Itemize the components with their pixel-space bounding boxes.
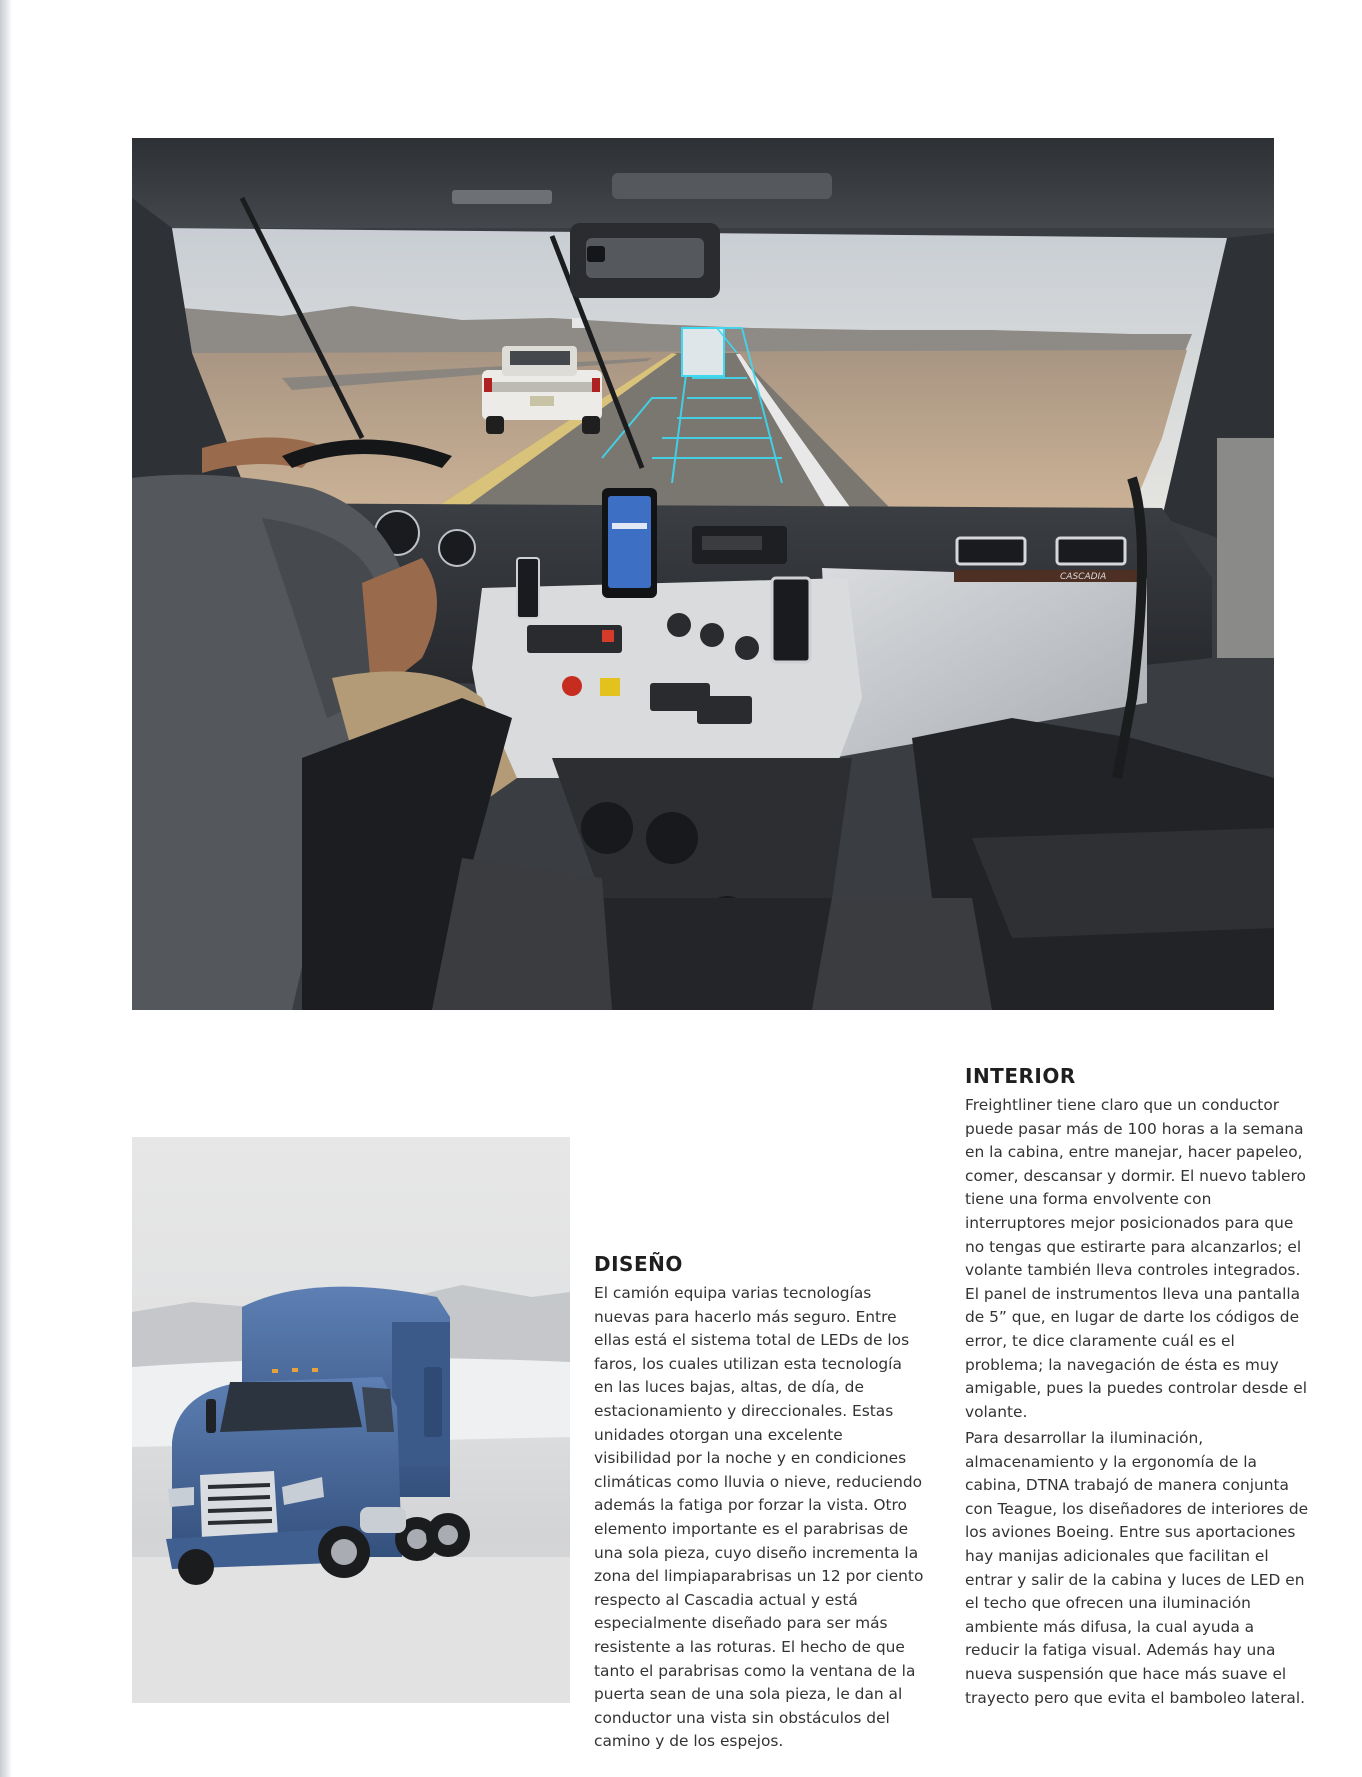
truck-exterior-illustration — [132, 1137, 570, 1703]
cabin-interior-photo — [132, 138, 1274, 1010]
page-edge-strip — [0, 0, 12, 1777]
truck-exterior-photo — [132, 1137, 570, 1703]
cabin-interior-illustration — [132, 138, 1274, 1010]
dashboard-badge: CASCADIA — [1060, 572, 1107, 582]
interior-paragraph-1: Freightliner tiene claro que un conductor puede pasar más de 100 horas a la semana en la cabina, entre manejar, hacer papeleo, comer, descansar y dormir. El nuevo tablero tiene una forma envolvente con interruptores mejor posicionados para que no tengas que estirarte para alcanzarlos; el volante también lleva controles integrados. El panel de instrumentos lleva una pantalla de 5” que, en lugar de darte los códigos de error, te dice claramente cuál es el problema; la navegación de ésta es muy amigable, pues la puedes controlar desde el volante. — [965, 1096, 1307, 1421]
interior-heading: INTERIOR — [965, 1064, 1076, 1088]
interior-paragraph-2: Para desarrollar la iluminación, almacenamiento y la ergonomía de la cabina, DTNA trabajó de manera conjunta con Teague, los diseñadores de interiores de los aviones Boeing. Entre sus aportaciones hay manijas adicionales que facilitan el entrar y salir de la cabina y luces de LED en el techo que ofrecen una iluminación ambiente más difusa, la cual ayuda a reducir la fatiga visual. Además hay una nueva suspensión que hace más suave el trayecto pero que evita el bamboleo lateral. — [965, 1429, 1309, 1707]
diseno-paragraph: El camión equipa varias tecnologías nuevas para hacerlo más seguro. Entre ellas está el sistema total de LEDs de los faros, los cuales utilizan esta tecnología en las luces bajas, altas, de día, de estacionamiento y direccionales. Estas unidades otorgan una excelente visibilidad por la noche y en condiciones climáticas como lluvia o nieve, reduciendo además la fatiga por forzar la vista. Otro elemento importante es el parabrisas de una sola pieza, cuyo diseño incrementa la zona del limpiaparabrisas un 12 por ciento respecto al Cascadia actual y está especialmente diseñado para ser más resistente a las roturas. El hecho de que tanto el parabrisas como la ventana de la puerta sean de una sola pieza, le dan al conductor una vista sin obstáculos del camino y de los espejos. — [594, 1284, 924, 1751]
diseno-heading: DISEÑO — [594, 1252, 683, 1276]
